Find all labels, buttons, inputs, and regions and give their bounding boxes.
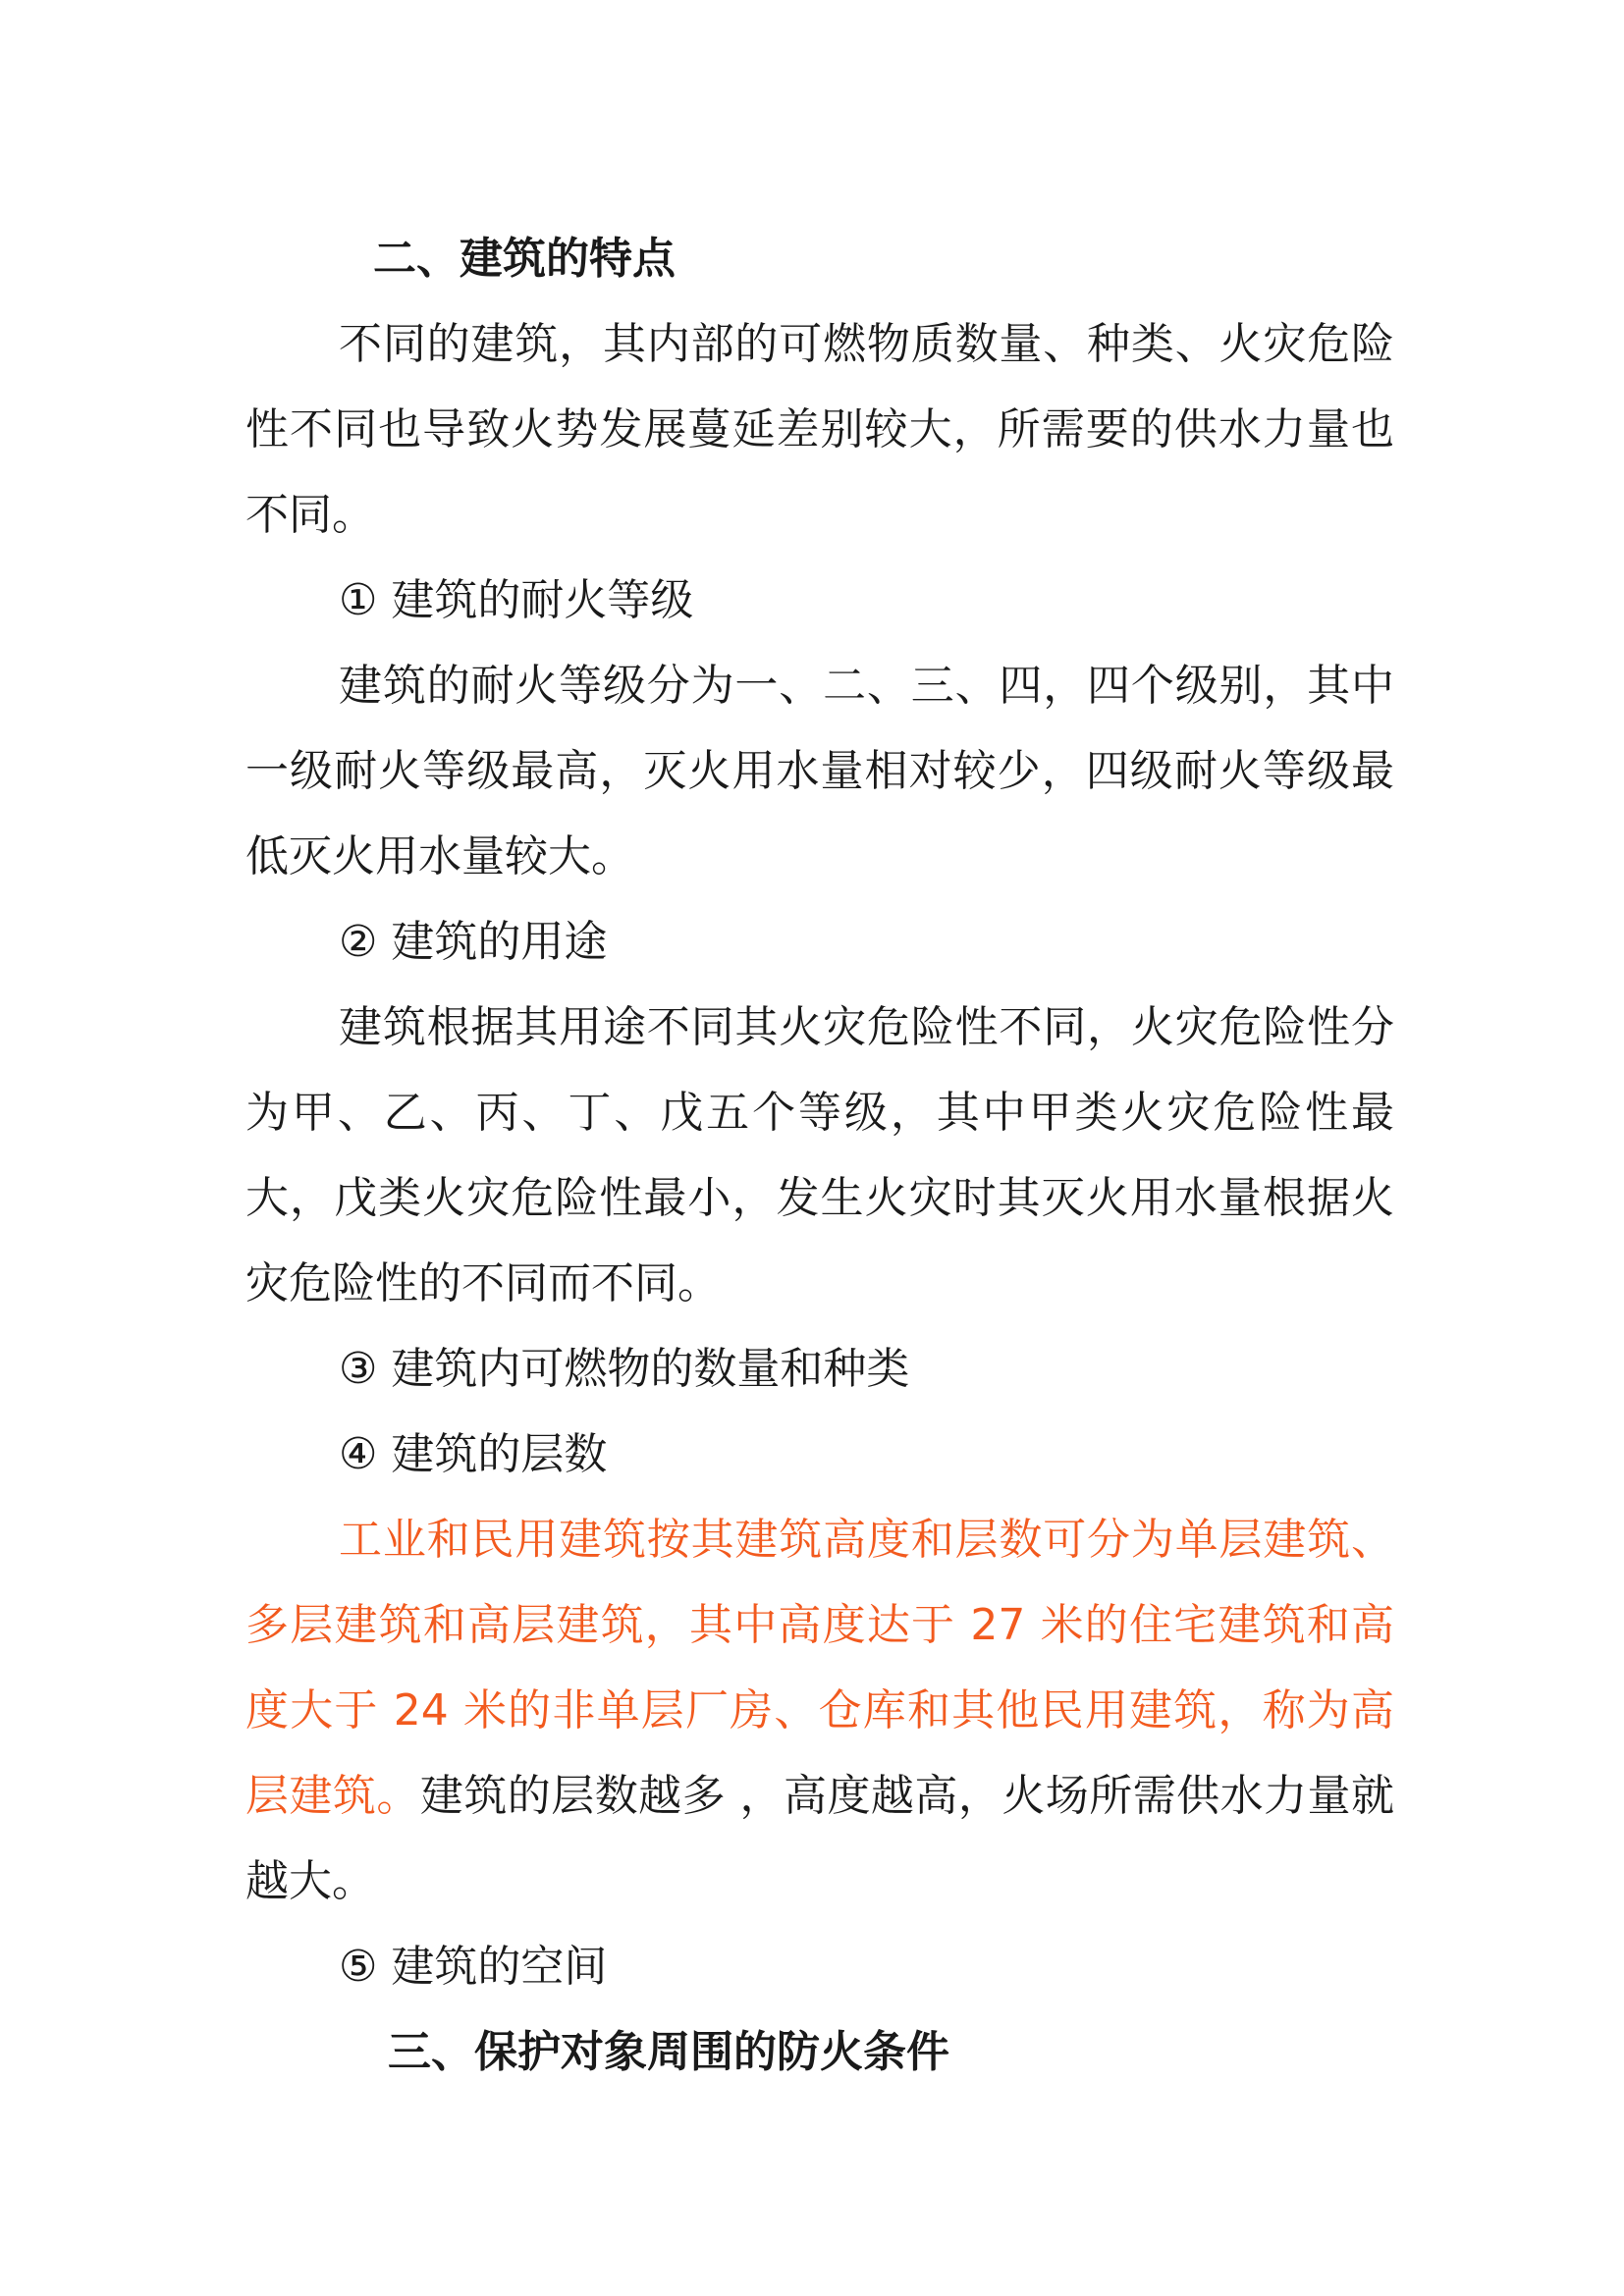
item-building-use: ② 建筑的用途	[339, 917, 608, 967]
item-floors: ④ 建筑的层数	[339, 1429, 608, 1479]
section-heading-3: 三、保护对象周围的防火条件	[388, 2027, 949, 2077]
high-rise-definition: 工业和民用建筑按其建筑高度和层数可分为单层建筑、多层建筑和高层建筑，其中高度达于 27 米的住宅建筑和高度大于 24 米的非单层厂房、仓库和其他民用建筑，称为高层建筑。	[245, 1515, 1394, 1821]
floors-paragraph-rest: 建筑的层数越多 ，高度越高，火场所需供水力量就越大。	[245, 1771, 1395, 1906]
building-use-paragraph: 建筑根据其用途不同其火灾危险性不同，火灾危险性分为甲、乙、丙、丁、戊五个等级，其中甲类火灾危险性最大，戊类火灾危险性最小，发生火灾时其灭火用水量根据火灾危险性的不同而不同。	[245, 1002, 1394, 1308]
floors-paragraph	[245, 1497, 1394, 1924]
intro-paragraph: 不同的建筑，其内部的可燃物质数量、种类、火灾危险性不同也导致火势发展蔓延差别较大，所需要的供水力量也不同。	[245, 319, 1394, 540]
section-heading-2: 二、建筑的特点	[373, 234, 676, 284]
fire-resistance-paragraph: 建筑的耐火等级分为一、二、三、四，四个级别，其中一级耐火等级最高，灭火用水量相对较少，四级耐火等级最低灭火用水量较大。	[245, 661, 1394, 881]
item-space: ⑤ 建筑的空间	[339, 1942, 608, 1992]
item-fire-resistance: ① 建筑的耐火等级	[339, 575, 694, 625]
item-combustibles: ③ 建筑内可燃物的数量和种类	[339, 1344, 910, 1394]
